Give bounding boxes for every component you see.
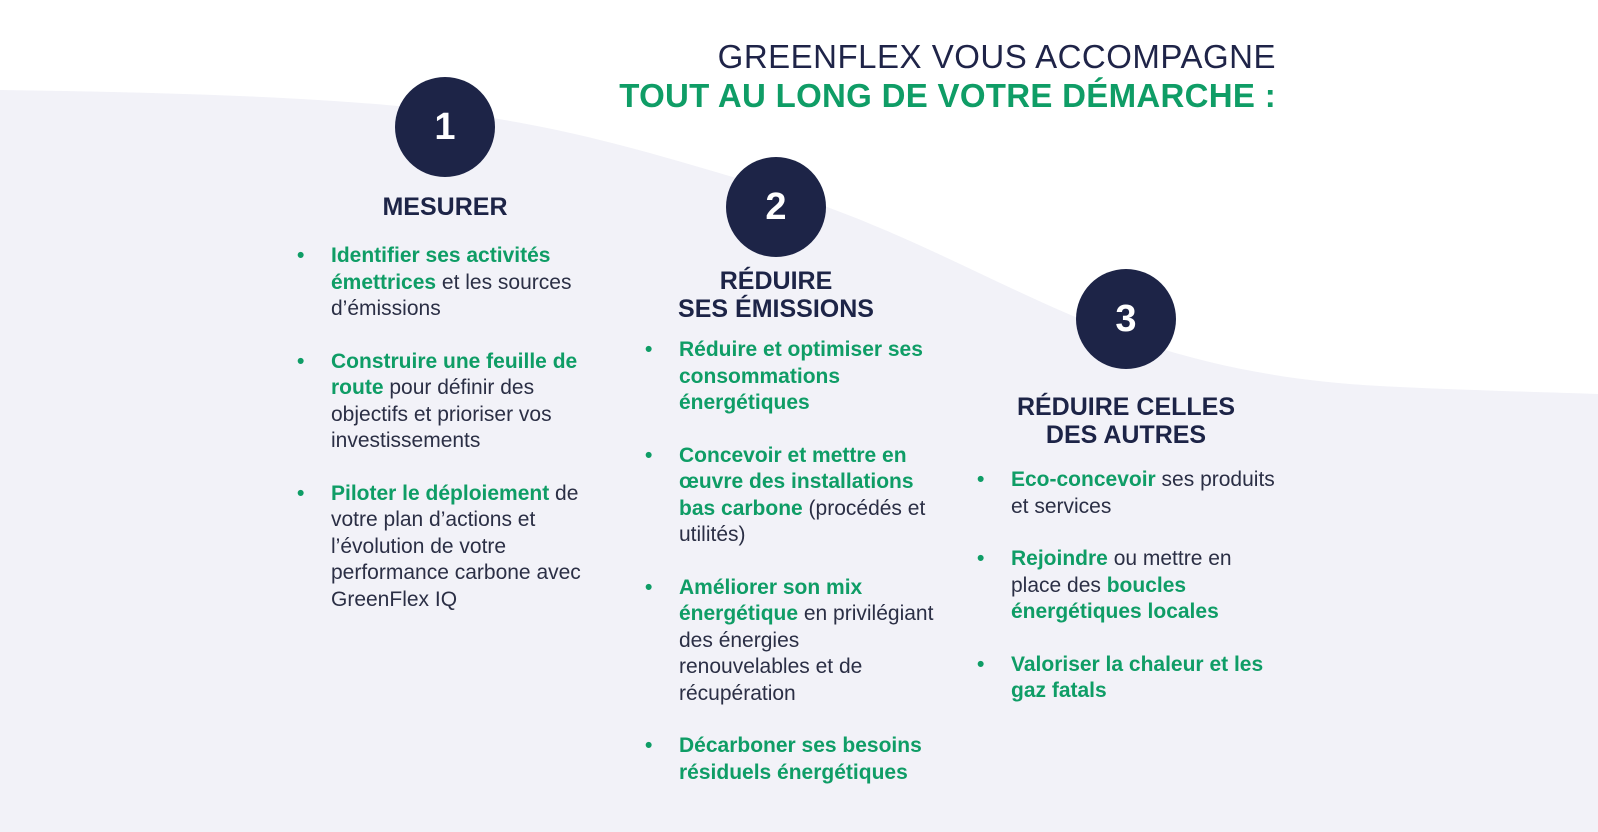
step-2-heading-line-2: SES ÉMISSIONS [678, 295, 874, 323]
bullet-highlight: Piloter le déploiement [331, 481, 550, 505]
bullet-text: ou mettre en place des [1011, 547, 1232, 597]
step-3-bullet-3 [977, 652, 1277, 705]
bullet-dot-icon: • [297, 349, 305, 373]
header-line-2: TOUT AU LONG DE VOTRE DÉMARCHE : [619, 77, 1276, 114]
bullet-dot-icon: • [977, 547, 985, 570]
bullet-highlight: Décarboner ses besoins résiduels énergétiques [679, 734, 922, 784]
bullet-text: de votre plan d’actions et l’évolution de votre performance carbone avec GreenFlex IQ [331, 481, 581, 611]
step-2-number-circle: 2 [726, 157, 826, 257]
bullet-text: et les sources d’émissions [331, 270, 572, 320]
bullet-highlight: Eco-concevoir [1011, 468, 1156, 491]
bullet-text: pour définir des objectifs et prioriser vos investissements [331, 376, 552, 452]
bullet-dot-icon: • [645, 575, 653, 599]
bullet-text: ses produits et services [1011, 468, 1275, 518]
bullet-dot-icon: • [297, 481, 305, 505]
step-2-bullet-2 [645, 443, 935, 549]
step-3-number-circle: 3 [1076, 269, 1176, 369]
bullet-dot-icon: • [977, 652, 985, 676]
step-2-heading [636, 267, 916, 323]
bullet-highlight: Concevoir et mettre en œuvre des installations bas carbone [679, 443, 914, 520]
step-2-bullet-3 [645, 575, 935, 708]
bullet-text: en privilégiant des énergies renouvelables et de récupération [679, 602, 934, 705]
bullet-highlight: Réduire et optimiser ses consommations énergétiques [679, 338, 923, 414]
step-2-heading-line-1: RÉDUIRE [719, 267, 833, 295]
step-1-bullet-1 [297, 243, 597, 323]
step-3-bullet-1 [977, 467, 1277, 520]
step-1-number-circle: 1 [395, 77, 495, 177]
step-2-bullet-4 [645, 733, 935, 786]
step-2-bullet-1 [645, 337, 935, 417]
step-3-heading [996, 393, 1256, 449]
step-3-bullet-2 [977, 546, 1277, 626]
step-2-bullet-list [645, 337, 935, 786]
bullet-dot-icon: • [977, 468, 985, 491]
step-1-heading-line: MESURER [382, 193, 508, 221]
step-3-heading-line-2: DES AUTRES [1045, 421, 1207, 449]
bullet-highlight: Valoriser la chaleur et les gaz fatals [1011, 652, 1264, 702]
bullet-highlight: Construire une feuille de route [331, 349, 578, 399]
bullet-highlight: Améliorer son mix énergétique [679, 575, 863, 625]
step-3-bullet-list [977, 467, 1277, 705]
bullet-highlight: Identifier ses activités émettrices [331, 244, 551, 294]
step-1-bullet-2 [297, 349, 597, 455]
bullet-text: (procédés et utilités) [679, 496, 926, 546]
bullet-highlight: boucles énergétiques locales [1011, 573, 1219, 623]
bullet-dot-icon: • [645, 734, 653, 757]
bullet-dot-icon: • [645, 338, 653, 361]
step-1-bullet-3 [297, 481, 597, 614]
bullet-dot-icon: • [297, 244, 305, 267]
step-3-heading-line-1: RÉDUIRE CELLES [1016, 393, 1236, 421]
step-1-heading [345, 193, 545, 221]
step-1-bullet-list [297, 243, 597, 613]
bullet-highlight: Rejoindre [1011, 547, 1108, 570]
header-line-1: GREENFLEX VOUS ACCOMPAGNE [717, 38, 1276, 75]
bullet-dot-icon: • [645, 443, 653, 467]
